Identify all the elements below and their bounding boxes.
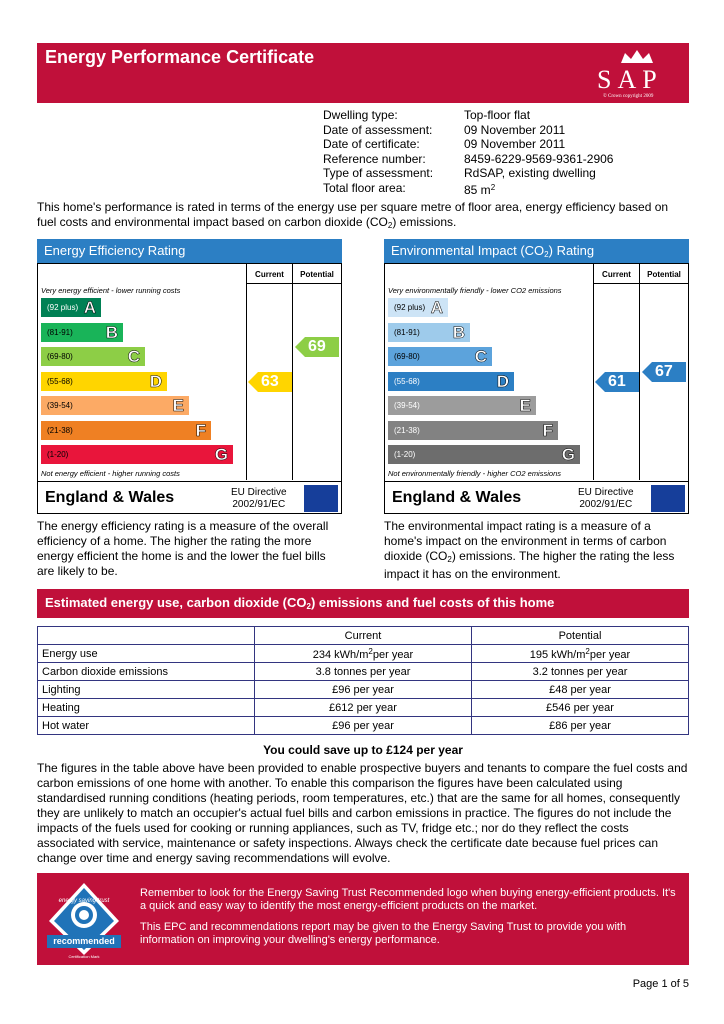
- col-potential: Potential: [292, 264, 341, 284]
- rating-band-f: [41, 421, 211, 440]
- table-row: [38, 681, 689, 699]
- intro-text: This home's performance is rated in terms of the energy use per square metre of floor area, energy efficiency based on fuel costs and environmental impact based on carbon dioxide $(CO_2)$ emissions.: [37, 200, 669, 230]
- band-letter: D: [496, 371, 509, 391]
- potential-value: 3.2 tonnes per year: [472, 663, 689, 681]
- band-letter: B: [452, 322, 465, 342]
- band-letter: E: [519, 396, 531, 415]
- band-range: (69-80): [47, 352, 73, 361]
- detail-value: RdSAP, existing dwelling: [464, 166, 596, 180]
- detail-label: Reference number:: [323, 151, 426, 166]
- energy-rating-chart: [37, 263, 342, 514]
- rating-band-c: [41, 347, 145, 366]
- detail-value: 09 November 2011: [464, 122, 566, 137]
- band-range: (39-54): [47, 401, 73, 410]
- energy-bottom-text: Not energy efficient - higher running costs: [41, 469, 180, 478]
- potential-rating-value: 67: [655, 362, 673, 380]
- col-potential: Potential: [472, 627, 689, 645]
- band-range: (1-20): [394, 450, 416, 459]
- dwelling-details: [323, 108, 613, 197]
- potential-value: £86 per year: [472, 717, 689, 735]
- potential-value: £546 per year: [472, 699, 689, 717]
- logo-recommended: recommended: [53, 936, 115, 946]
- potential-rating-value: 69: [308, 338, 326, 355]
- table-row: [38, 717, 689, 735]
- rating-band-b: [388, 323, 470, 342]
- estimates-table: [37, 626, 689, 735]
- page-number: Page 1 of 5: [632, 978, 689, 990]
- eu-directive: EU Directive 2002/91/EC: [578, 487, 634, 510]
- detail-row: [323, 123, 613, 138]
- detail-value: 09 November 2011: [464, 137, 566, 151]
- detail-label: Dwelling type:: [323, 108, 398, 122]
- detail-row: [323, 137, 613, 152]
- band-letter: C: [127, 347, 140, 366]
- env-rating-chart: [384, 263, 689, 514]
- logo-top: energy saving trust: [58, 898, 110, 904]
- env-panel-footer: [385, 481, 688, 514]
- band-range: (21-38): [47, 425, 73, 435]
- env-panel-title: Environmental Impact $(CO_2)$ Rating: [384, 239, 689, 263]
- energy-panel-footer: [38, 481, 341, 514]
- page-title: Energy Performance Certificate: [45, 47, 315, 67]
- detail-label: Date of certificate:: [323, 137, 420, 151]
- detail-value: Top-floor flat: [464, 108, 531, 122]
- detail-row: [323, 108, 613, 123]
- current-rating-value: 61: [608, 372, 626, 390]
- explanation-text: The figures in the table above have been provided to enable prospective buyers and tenants to compare the fuel costs and carbon emissions of one home with another. To enable this comparison the figures have been calculated using standardised running conditions (heating periods, room temperatures, etc.) that are the same for all homes, consequently they are unlikely to match an occupier's actual fuel bills and carbon emissions in practice. The figures do not include the impacts of the fuels used for cooking or running appliances, such as TV, fridge etc.; nor do they reflect the costs associated with service, maintenance or safety inspections. Always check the certificate date because fuel prices can change over time and energy saving recommendations will evolve.: [37, 761, 688, 865]
- rating-band-c: [388, 347, 492, 366]
- potential-value: 195 kWh/$m^2per$ year: [472, 645, 689, 663]
- energy-saving-trust-logo: [43, 879, 125, 961]
- band-letter: A: [430, 298, 443, 317]
- band-letter: G: [214, 445, 228, 464]
- env-top-text: Very environmentally friendly - lower CO2 emissions: [388, 286, 562, 295]
- savings-text: You could save up to £124 per year: [263, 743, 463, 757]
- crown-icon: [617, 47, 699, 67]
- certificate-header: [37, 43, 689, 103]
- rating-band-d: [41, 372, 167, 391]
- detail-label: Type of assessment:: [323, 166, 434, 180]
- band-range: (55-68): [47, 376, 73, 386]
- energy-description: The energy efficiency rating is a measure of the overall efficiency of a home. The higher the rating the more energy efficient the home is and the lower the fuel bills are likely to be.: [37, 519, 329, 578]
- rating-band-b: [41, 323, 123, 342]
- region-label: England & Wales: [392, 489, 522, 506]
- band-letter: G: [561, 445, 575, 464]
- band-range: (81-91): [394, 327, 420, 337]
- potential-value: £48 per year: [472, 681, 689, 699]
- band-letter: D: [149, 371, 162, 391]
- logo-small: Certification Mark: [68, 954, 100, 959]
- row-label: Energy use: [38, 645, 255, 663]
- rating-band-a: [41, 298, 101, 317]
- col-current: Current: [255, 627, 472, 645]
- environmental-impact-panel: [384, 239, 689, 510]
- rating-band-e: [388, 396, 536, 415]
- energy-efficiency-panel: [37, 239, 342, 510]
- current-value: £96 per year: [255, 681, 472, 699]
- detail-label: Date of assessment:: [323, 122, 433, 137]
- detail-value: 85 $m^2$: [464, 182, 496, 197]
- rating-band-e: [41, 396, 189, 415]
- eu-directive: EU Directive 2002/91/EC: [231, 487, 287, 510]
- band-range: (21-38): [394, 425, 420, 435]
- table-row: [38, 645, 689, 663]
- band-letter: C: [474, 347, 487, 366]
- sap-logo-text: SAP: [597, 65, 663, 94]
- band-range: (92 plus): [394, 303, 426, 312]
- current-value: £96 per year: [255, 717, 472, 735]
- env-description: The environmental impact rating is a measure of a home's impact on the environment in terms of carbon dioxide $(CO_2)$ emissions. The higher the rating the less impact it has on the environment.: [384, 519, 675, 581]
- env-bottom-text: Not environmentally friendly - higher CO2 emissions: [388, 469, 561, 478]
- row-label: Hot water: [38, 717, 255, 735]
- rating-band-g: [41, 445, 233, 464]
- current-value: £612 per year: [255, 699, 472, 717]
- region-label: England & Wales: [45, 489, 175, 506]
- band-range: (39-54): [394, 401, 420, 410]
- current-rating-value: 63: [261, 372, 279, 390]
- table-row: [38, 663, 689, 681]
- band-range: (92 plus): [47, 303, 79, 312]
- row-label: Carbon dioxide emissions: [38, 663, 255, 681]
- rating-band-a: [388, 298, 448, 317]
- detail-label: Total floor area:: [323, 180, 406, 195]
- energy-saving-trust-box: [37, 873, 689, 965]
- sap-copyright: © Crown copyright 2009: [603, 94, 654, 99]
- rating-band-f: [388, 421, 558, 440]
- band-letter: A: [83, 298, 96, 317]
- band-letter: F: [195, 420, 206, 440]
- band-range: (1-20): [47, 450, 69, 459]
- table-row: [38, 699, 689, 717]
- row-label: Heating: [38, 699, 255, 717]
- detail-row: [323, 181, 613, 198]
- detail-row: [323, 152, 613, 167]
- band-letter: B: [105, 322, 118, 342]
- band-range: (81-91): [47, 327, 73, 337]
- rating-band-d: [388, 372, 514, 391]
- eu-flag-icon: [304, 485, 338, 512]
- energy-panel-title: Energy Efficiency Rating: [37, 239, 342, 263]
- col-current: Current: [593, 264, 639, 284]
- energy-top-text: Very energy efficient - lower running costs: [41, 286, 181, 295]
- band-letter: E: [172, 396, 184, 415]
- rating-band-g: [388, 445, 580, 464]
- col-current: Current: [246, 264, 292, 284]
- band-range: (55-68): [394, 376, 420, 386]
- eu-flag-icon: [651, 485, 685, 512]
- detail-row: [323, 166, 613, 181]
- row-label: Lighting: [38, 681, 255, 699]
- col-potential: Potential: [639, 264, 688, 284]
- estimates-title: Estimated energy use, carbon dioxide $(CO_2)$ emissions and fuel costs of this home: [37, 589, 689, 618]
- band-range: (69-80): [394, 352, 420, 361]
- sap-logo: [597, 51, 679, 99]
- detail-value: 8459-6229-9569-9361-2906: [464, 151, 614, 166]
- energy-saving-trust-text: Remember to look for the Energy Saving Trust Recommended logo when buying energy-efficient products. It's a quick and easy way to identify the most energy-efficient products on the market. This EPC and recommendations report may be given to the Energy Saving Trust to provide you with information on improving your dwelling's energy performance.: [140, 887, 676, 946]
- band-letter: F: [542, 420, 553, 440]
- current-value: 234 kWh/$m^2per$ year: [255, 645, 472, 663]
- current-value: 3.8 tonnes per year: [255, 663, 472, 681]
